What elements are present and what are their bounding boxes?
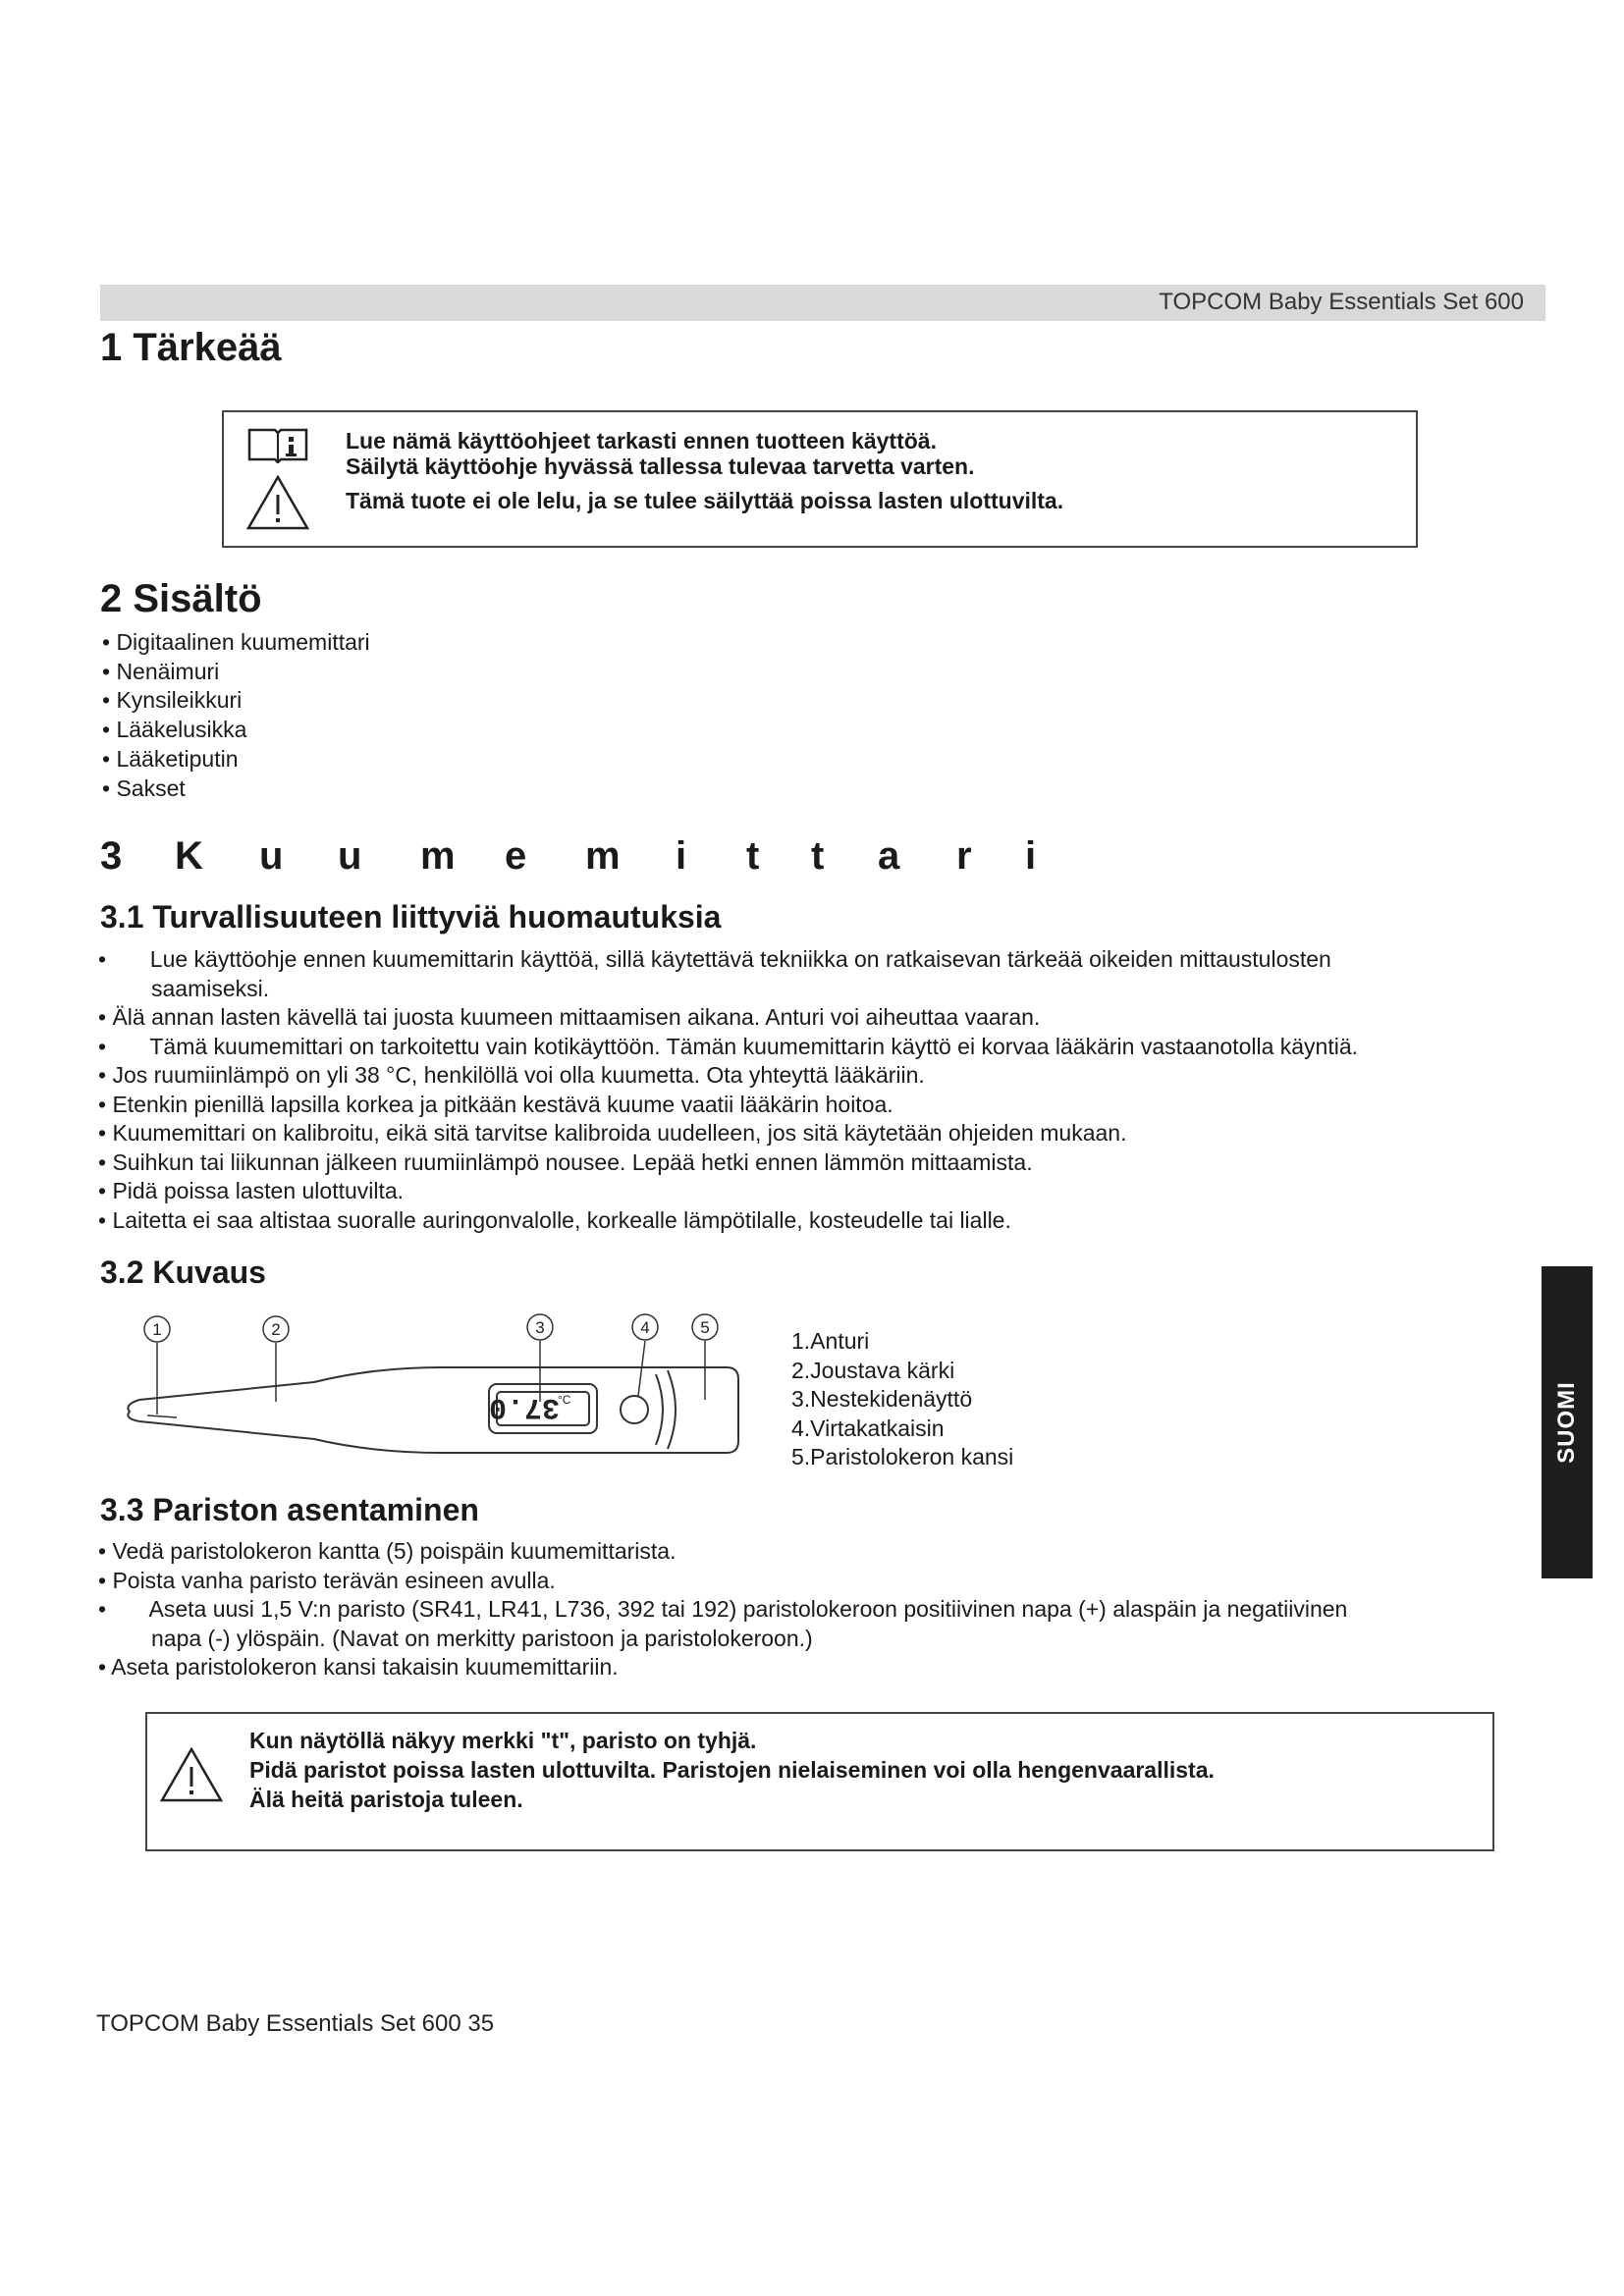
- battery-warning-text: [249, 1726, 1215, 1814]
- callout-4: 4: [640, 1318, 650, 1337]
- legend-item: 5.Paristolokeron kansi: [791, 1444, 1014, 1470]
- safety-line: • Älä annan lasten kävellä tai juosta kuumeen mittaamisen aikana. Anturi voi aiheuttaa vaaran.: [98, 1004, 1041, 1030]
- list-item: • Sakset: [102, 774, 186, 801]
- warning-triangle-icon: [245, 473, 310, 532]
- battery-steps: [98, 1537, 1347, 1682]
- safety-line: • Tämä kuumemittari on tarkoitettu vain kotikäyttöön. Tämän kuumemittarin käyttö ei korvaa lääkärin vastaanotolla käyntiä.: [98, 1033, 1359, 1059]
- heading-letter: i: [1025, 834, 1037, 878]
- heading-letter: e: [505, 834, 527, 878]
- heading-letter: t: [746, 834, 760, 878]
- step-line: • Poista vanha paristo terävän esineen avulla.: [98, 1567, 556, 1593]
- header-title: TOPCOM Baby Essentials Set 600: [1159, 289, 1524, 315]
- subsection-3-3-heading: 3.3 Pariston asentaminen: [100, 1492, 479, 1527]
- page-footer: TOPCOM Baby Essentials Set 600 35: [96, 2010, 495, 2037]
- safety-line: • Kuumemittari on kalibroitu, eikä sitä tarvitse kalibroida uudelleen, jos sitä käytetään ohjeiden mukaan.: [98, 1120, 1127, 1146]
- heading-letter: t: [811, 834, 825, 878]
- safety-line: • Pidä poissa lasten ulottuvilta.: [98, 1178, 405, 1203]
- notice-line: Säilytä käyttöohje hyvässä tallessa tulevaa tarvetta varten.: [346, 454, 975, 479]
- callout-1: 1: [152, 1320, 162, 1339]
- list-item: • Lääkelusikka: [102, 717, 247, 743]
- step-line: napa (-) ylöspäin. (Navat on merkitty paristoon ja paristolokeroon.): [151, 1625, 813, 1651]
- heading-letter: i: [676, 834, 687, 878]
- section-3-heading: [100, 834, 1082, 883]
- safety-line: • Laitetta ei saa altistaa suoralle auringonvalolle, korkealle lämpötilalle, kosteudelle tai lialle.: [98, 1206, 1011, 1233]
- contents-list: [102, 628, 370, 803]
- heading-letter: m: [585, 834, 621, 878]
- section-1-heading: 1 Tärkeää: [100, 326, 282, 369]
- safety-line: • Lue käyttöohje ennen kuumemittarin käyttöä, sillä käytettävä tekniikka on ratkaisevan tärkeää oikeiden mittaustulosten: [98, 946, 1331, 972]
- heading-letter: u: [259, 834, 284, 878]
- step-line: • Aseta uusi 1,5 V:n paristo (SR41, LR41, L736, 392 tai 192) paristolokeroon positiivinen napa (+) alaspäin ja negatiivinen: [98, 1596, 1348, 1622]
- heading-letter: K: [175, 834, 203, 878]
- callout-2: 2: [271, 1320, 281, 1339]
- warning-line: Älä heitä paristoja tuleen.: [249, 1787, 523, 1812]
- subsection-3-2-heading: 3.2 Kuvaus: [100, 1255, 266, 1290]
- list-item: • Digitaalinen kuumemittari: [102, 629, 370, 655]
- legend-item: 3.Nestekidenäyttö: [791, 1386, 973, 1413]
- safety-line: saamiseksi.: [151, 975, 270, 1001]
- heading-letter: r: [956, 834, 972, 878]
- list-item: • Nenäimuri: [102, 658, 220, 684]
- legend-item: 2.Joustava kärki: [791, 1357, 955, 1383]
- subsection-3-1-heading: 3.1 Turvallisuuteen liittyviä huomautuksia: [100, 899, 722, 934]
- warning-line: Kun näytöllä näkyy merkki "t", paristo on tyhjä.: [249, 1728, 757, 1753]
- battery-warning-box: [145, 1712, 1494, 1851]
- heading-letter: a: [878, 834, 900, 878]
- thermometer-diagram: [118, 1313, 746, 1461]
- language-tab: [1542, 1266, 1593, 1578]
- legend-item: 4.Virtakatkaisin: [791, 1415, 945, 1441]
- diagram-legend: [791, 1327, 1013, 1472]
- step-line: • Vedä paristolokeron kantta (5) poispäin kuumemittarista.: [98, 1538, 677, 1564]
- safety-line: • Etenkin pienillä lapsilla korkea ja pitkään kestävä kuume vaatii lääkärin hoitoa.: [98, 1091, 893, 1117]
- legend-item: 1.Anturi: [791, 1328, 870, 1354]
- callout-3: 3: [535, 1318, 545, 1337]
- heading-letter: m: [420, 834, 456, 878]
- display-reading: 37.0: [488, 1390, 560, 1423]
- callout-5: 5: [700, 1318, 710, 1337]
- safety-line: • Suihkun tai liikunnan jälkeen ruumiinlämpö nousee. Lepää hetki ennen lämmön mittaamista.: [98, 1148, 1033, 1175]
- section-2-heading: 2 Sisältö: [100, 577, 262, 620]
- header-bar: [100, 285, 1545, 321]
- display-unit: °C: [558, 1393, 571, 1407]
- step-line: • Aseta paristolokeron kansi takaisin kuumemittariin.: [98, 1654, 619, 1680]
- safety-line: • Jos ruumiinlämpö on yli 38 °C, henkilöllä voi olla kuumetta. Ota yhteyttä lääkäriin.: [98, 1062, 925, 1088]
- notice-line: Lue nämä käyttöohjeet tarkasti ennen tuotteen käyttöä.: [346, 428, 937, 454]
- important-notice-box: [222, 410, 1418, 548]
- warning-triangle-icon: [159, 1745, 224, 1804]
- list-item: • Kynsileikkuri: [102, 687, 243, 714]
- warning-line: Pidä paristot poissa lasten ulottuvilta. Paristojen nielaiseminen voi olla hengenvaarallista.: [249, 1757, 1215, 1783]
- language-tab-label: SUOMI: [1553, 1381, 1580, 1464]
- heading-letter: u: [338, 834, 362, 878]
- heading-letter: 3: [100, 834, 123, 878]
- manual-info-icon: [245, 424, 310, 463]
- list-item: • Lääketiputin: [102, 745, 239, 772]
- safety-notes: [98, 945, 1358, 1235]
- notice-line: Tämä tuote ei ole lelu, ja se tulee säilyttää poissa lasten ulottuvilta.: [346, 488, 1064, 513]
- notice-text: [346, 426, 1063, 515]
